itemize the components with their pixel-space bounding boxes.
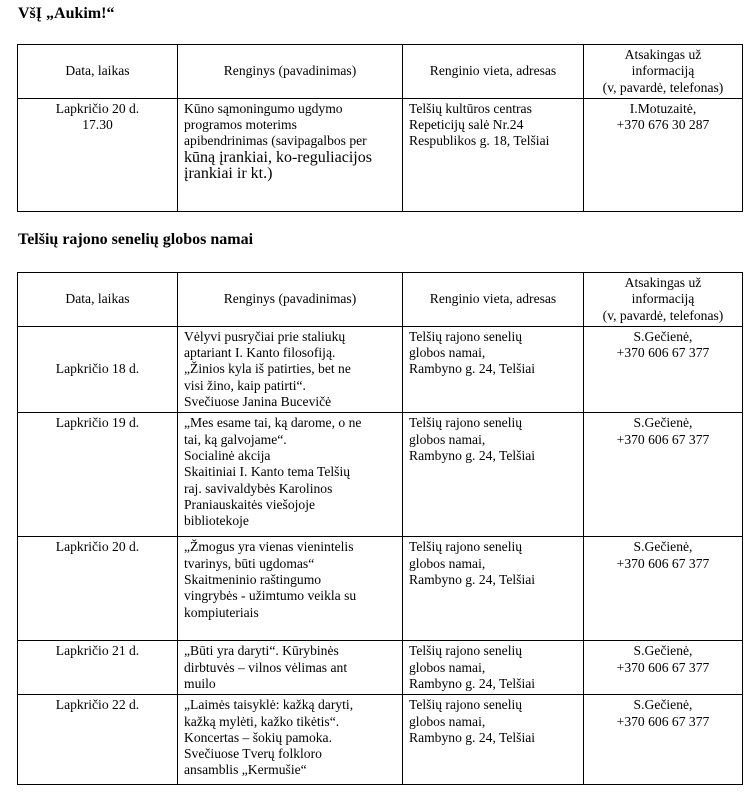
table-header-row bbox=[18, 273, 743, 327]
event-line: kompiuteriais bbox=[184, 604, 259, 620]
venue-line: globos namai, bbox=[409, 431, 486, 447]
contact-cell bbox=[584, 413, 743, 537]
venue-line: Telšių rajono senelių bbox=[409, 328, 523, 344]
contact-cell bbox=[584, 98, 743, 211]
venue-cell bbox=[403, 413, 584, 537]
contact-name: S.Gečienė, bbox=[633, 697, 693, 713]
venue-line: Repeticijų salė Nr.24 bbox=[409, 117, 524, 133]
contact-name: S.Gečienė, bbox=[633, 643, 693, 659]
venue-line: globos namai, bbox=[409, 713, 486, 729]
event-line: Svečiuose Janina Bucevičė bbox=[184, 394, 332, 410]
event-cell bbox=[178, 641, 403, 695]
contact-cell bbox=[584, 695, 743, 785]
contact-phone: +370 606 67 377 bbox=[616, 431, 710, 447]
table-row bbox=[18, 413, 743, 537]
event-line: „Žmogus yra vienas vienintelis bbox=[184, 539, 354, 555]
venue-cell bbox=[403, 326, 584, 412]
event-line: „Mes esame tai, ką darome, o ne bbox=[184, 415, 362, 431]
date-line: Lapkričio 21 d. bbox=[55, 643, 140, 659]
event-line: „Žinios kyla iš patirties, bet ne bbox=[184, 361, 351, 377]
header-event: Renginys (pavadinimas) bbox=[178, 45, 403, 99]
venue-line: Respublikos g. 18, Telšiai bbox=[409, 133, 550, 149]
venue-line: globos namai, bbox=[409, 659, 486, 675]
contact-phone: +370 606 67 377 bbox=[616, 345, 710, 361]
venue-cell bbox=[403, 695, 584, 785]
event-line: tai, ką galvojame“. bbox=[184, 431, 287, 447]
venue-line: globos namai, bbox=[409, 555, 486, 571]
table-row bbox=[18, 326, 743, 412]
venue-line: Rambyno g. 24, Telšiai bbox=[409, 361, 536, 377]
events-table bbox=[17, 44, 743, 212]
venue-line: Rambyno g. 24, Telšiai bbox=[409, 447, 536, 463]
event-line: Kūno sąmoningumo ugdymo bbox=[184, 100, 343, 116]
contact-cell bbox=[584, 641, 743, 695]
event-line: bibliotekoje bbox=[184, 513, 249, 529]
contact-phone: +370 606 67 377 bbox=[616, 713, 710, 729]
event-line: dirbtuvės – vilnos vėlimas ant bbox=[184, 659, 348, 675]
venue-line: Telšių rajono senelių bbox=[409, 643, 523, 659]
event-cell bbox=[178, 98, 403, 211]
header-contact bbox=[584, 45, 743, 99]
contact-phone: +370 606 67 377 bbox=[616, 555, 710, 571]
event-line: kūną įrankiai, ko-reguliacijos bbox=[184, 148, 372, 166]
date-line: Lapkričio 22 d. bbox=[55, 697, 140, 713]
section-title: Telšių rajono senelių globos namai bbox=[18, 231, 254, 248]
event-cell bbox=[178, 695, 403, 785]
date-line: Lapkričio 19 d. bbox=[55, 415, 140, 431]
event-line: „Laimės taisyklė: kažką daryti, bbox=[184, 697, 354, 713]
venue-line: Telšių rajono senelių bbox=[409, 539, 523, 555]
event-line: programos moterims bbox=[184, 117, 297, 133]
event-line: tvarinys, būti ugdomas“ bbox=[184, 555, 315, 571]
venue-cell bbox=[403, 641, 584, 695]
date-cell bbox=[18, 537, 178, 641]
header-contact-line: informaciją bbox=[631, 291, 695, 307]
event-line: Praniauskaitės viešojoje bbox=[184, 496, 315, 512]
contact-name: I.Motuzaitė, bbox=[629, 100, 697, 116]
date-line: Lapkričio 20 d. bbox=[55, 100, 140, 116]
event-cell bbox=[178, 413, 403, 537]
table-row bbox=[18, 98, 743, 211]
table-row bbox=[18, 695, 743, 785]
date-cell bbox=[18, 413, 178, 537]
event-line: Koncertas – šokių pamoka. bbox=[184, 729, 332, 745]
header-venue: Renginio vieta, adresas bbox=[403, 45, 584, 99]
table-header-row bbox=[18, 45, 743, 99]
event-line: aptariant I. Kanto filosofiją. bbox=[184, 345, 336, 361]
contact-name: S.Gečienė, bbox=[633, 328, 693, 344]
contact-name: S.Gečienė, bbox=[633, 539, 693, 555]
time-line: 17.30 bbox=[82, 117, 113, 133]
event-line: kažką mylėti, kažko tikėtis“. bbox=[184, 713, 340, 729]
event-line: Vėlyvi pusryčiai prie staliukų bbox=[184, 328, 346, 344]
venue-line: Rambyno g. 24, Telšiai bbox=[409, 729, 536, 745]
header-venue: Renginio vieta, adresas bbox=[403, 273, 584, 327]
event-line: vingrybės - užimtumo veikla su bbox=[184, 588, 357, 604]
venue-line: Telšių rajono senelių bbox=[409, 415, 523, 431]
contact-phone: +370 676 30 287 bbox=[616, 117, 710, 133]
venue-line: Rambyno g. 24, Telšiai bbox=[409, 571, 536, 587]
header-event: Renginys (pavadinimas) bbox=[178, 273, 403, 327]
header-date: Data, laikas bbox=[18, 45, 178, 99]
event-line: raj. savivaldybės Karolinos bbox=[184, 480, 333, 496]
venue-cell bbox=[403, 537, 584, 641]
table-row bbox=[18, 537, 743, 641]
date-cell bbox=[18, 98, 178, 211]
header-contact-line: Atsakingas už bbox=[624, 47, 702, 62]
date-cell bbox=[18, 326, 178, 412]
header-contact bbox=[584, 273, 743, 327]
event-line: visi žino, kaip patirti“. bbox=[184, 377, 306, 393]
header-contact-line: (v, pavardė, telefonas) bbox=[602, 307, 724, 323]
event-line: apibendrinimas (savipagalbos per bbox=[184, 133, 367, 149]
event-line: Svečiuose Tverų folkloro bbox=[184, 746, 322, 762]
header-date: Data, laikas bbox=[18, 273, 178, 327]
venue-line: globos namai, bbox=[409, 345, 486, 361]
event-line: Skaitmeninio raštingumo bbox=[184, 571, 322, 587]
contact-phone: +370 606 67 377 bbox=[616, 659, 710, 675]
venue-line: Rambyno g. 24, Telšiai bbox=[409, 675, 536, 691]
event-line: Skaitiniai I. Kanto tema Telšių bbox=[184, 464, 351, 480]
venue-line: Telšių kultūros centras bbox=[409, 100, 532, 116]
date-line: Lapkričio 20 d. bbox=[55, 539, 140, 555]
event-line: įrankiai ir kt.) bbox=[184, 165, 273, 183]
contact-cell bbox=[584, 537, 743, 641]
event-line: muilo bbox=[184, 675, 216, 691]
header-contact-line: (v, pavardė, telefonas) bbox=[602, 79, 724, 95]
event-cell bbox=[178, 326, 403, 412]
event-line: Socialinė akcija bbox=[184, 447, 271, 463]
event-line: ansamblis „Kermušie“ bbox=[184, 762, 307, 778]
event-cell bbox=[178, 537, 403, 641]
header-contact-line: Atsakingas už bbox=[624, 275, 702, 290]
date-cell bbox=[18, 641, 178, 695]
section-title: VšĮ „Aukim!“ bbox=[18, 5, 115, 22]
events-table bbox=[17, 272, 743, 785]
venue-line: Telšių rajono senelių bbox=[409, 697, 523, 713]
header-contact-line: informaciją bbox=[631, 63, 695, 79]
date-line: Lapkričio 18 d. bbox=[55, 361, 140, 377]
contact-cell bbox=[584, 326, 743, 412]
event-line: „Būti yra daryti“. Kūrybinės bbox=[184, 643, 339, 659]
contact-name: S.Gečienė, bbox=[633, 415, 693, 431]
venue-cell bbox=[403, 98, 584, 211]
date-cell bbox=[18, 695, 178, 785]
table-row bbox=[18, 641, 743, 695]
